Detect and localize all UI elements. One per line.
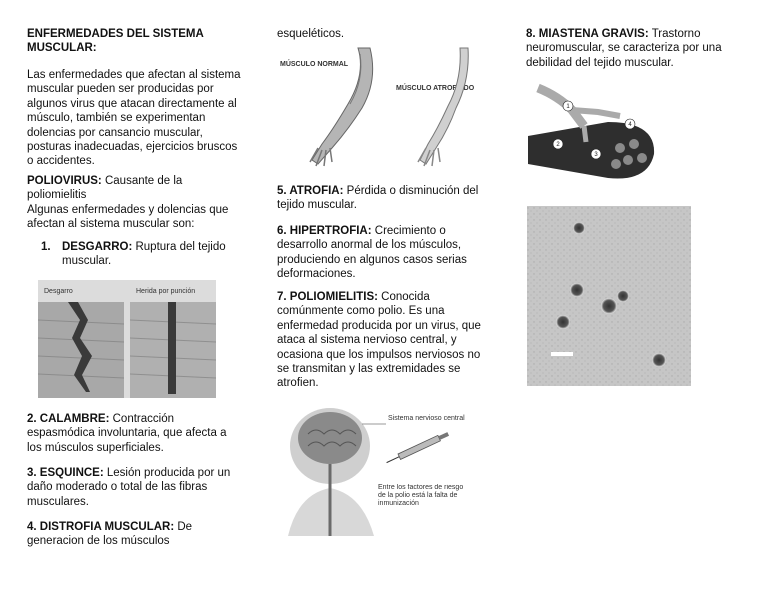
desgarro-text: Ruptura del tejido muscular. [62,241,226,268]
miastenia-entry [526,27,738,70]
musculo-atrofiado-label: MÚSCULO ATROFIADO [396,85,475,92]
desgarro-figure [38,280,216,398]
esguince-label: 3. ESQUINCE: [27,467,104,479]
poliomielitis-label: 7. POLIOMIELITIS: [277,291,378,303]
poliovirus-entry [27,174,237,232]
esguince-entry [27,466,241,509]
esguince-text: Lesión producida por un daño moderado o total de las fibras musculares. [27,467,231,508]
atrofia-entry [277,184,489,213]
atrofia-text: Pérdida o disminución del tejido muscular. [277,185,479,212]
atrofia-label: 5. ATROFIA: [277,185,344,197]
hipertrofia-label: 6. HIPERTROFIA: [277,225,372,237]
snc-label [388,415,465,422]
snc-label-text: Sistema nervioso central [388,415,465,422]
puncion-caption: Herida por punción [136,288,196,295]
continuation-text: esqueléticos. [277,28,345,40]
poliovirus-text: Causante de la poliomielitis [27,175,183,202]
list-item-desgarro [41,240,241,269]
arm-muscle-figure [278,44,476,172]
poliomielitis-text: Conocida comúnmente como polio. Es una enfermedad producida por un virus, que ataca al sistema nervioso central, y ocasiona que los impulsos nerviosos no se transmitan y las extremidades se atrofien. [277,291,481,390]
poliomielitis-entry [277,290,489,391]
distrofia-text: De generacion de los músculos [27,521,193,548]
poliovirus-label: POLIOVIRUS: [27,175,102,187]
neuromuscular-figure [528,82,658,186]
marker-2: 2 [556,142,560,148]
distrofia-entry [27,520,241,549]
hipertrofia-text: Crecimiento o desarrollo anormal de los músculos, produciendo en algunos casos serias deformaciones. [277,225,467,281]
miastenia-text: Trastorno neuromuscular, se caracteriza por una debilidad del tejido muscular. [526,28,722,69]
miastenia-label: 8. MIASTENA GRAVIS: [526,28,649,40]
calambre-label: 2. CALAMBRE: [27,413,110,425]
marker-4: 4 [628,122,632,128]
poliovirus-line2: Algunas enfermedades y dolencias que afectan al sistema muscular son: [27,203,229,231]
virus-micrograph [527,206,691,386]
poliomielitis-figure [278,404,474,536]
desgarro-caption: Desgarro [44,288,73,295]
calambre-text: Contracción espasmódica involuntaria, que afecta a los músculos superficiales. [27,413,227,454]
marker-3: 3 [594,152,598,158]
list-number: 1. [41,241,51,253]
calambre-entry [27,412,241,455]
riesgo-label: Entre los factores de riesgo de la polio está la falta de inmunización [378,484,464,507]
desgarro-label: DESGARRO: [62,241,133,253]
marker-1: 1 [566,104,570,110]
hipertrofia-entry [277,224,487,282]
section-heading: ENFERMEDADES DEL SISTEMA MUSCULAR: [27,28,204,55]
distrofia-label: 4. DISTROFIA MUSCULAR: [27,521,175,533]
musculo-normal-label: MÚSCULO NORMAL [280,61,349,68]
intro-paragraph: Las enfermedades que afectan al sistema muscular pueden ser producidas por algunos virus que atacan directamente al músculo, también se experimentan dolencias por cansancio muscular, posturas inadecuadas, ejercicios bruscos o accidentes. [27,69,241,168]
